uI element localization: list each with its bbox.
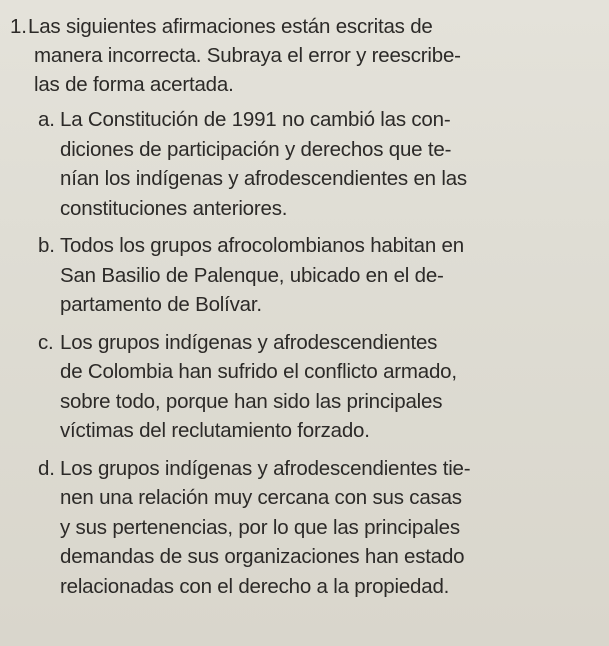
statement-line: nen una relación muy cercana con sus casas xyxy=(60,486,462,509)
statement-a xyxy=(38,105,599,223)
statement-line: b. Todos los grupos afrocolombianos habitan en xyxy=(38,231,599,261)
statement-list xyxy=(10,105,599,601)
exercise-instruction xyxy=(10,12,599,99)
statement-d xyxy=(38,454,599,602)
statement-line: demandas de sus organizaciones han estado xyxy=(60,545,465,568)
statement-line: a. La Constitución de 1991 no cambió las con- xyxy=(38,105,599,135)
statement-line: víctimas del reclutamiento forzado. xyxy=(60,419,370,442)
instruction-line: manera incorrecta. Subraya el error y reescribe- xyxy=(34,44,461,67)
exercise-number: 1. xyxy=(10,15,27,38)
statement-line: San Basilio de Palenque, ubicado en el de- xyxy=(60,263,444,287)
statement-letter: c. xyxy=(38,330,54,354)
statement-letter: d. xyxy=(38,456,55,480)
statement-line: d. Los grupos indígenas y afrodescendientes tie- xyxy=(38,454,599,484)
statement-line: de Colombia han sufrido el conflicto armado, xyxy=(60,360,457,383)
statement-line: c. Los grupos indígenas y afrodescendientes xyxy=(38,328,599,358)
statement-letter: a. xyxy=(38,108,55,131)
statement-b xyxy=(38,231,599,320)
statement-line: constituciones anteriores. xyxy=(60,196,288,220)
statement-letter: b. xyxy=(38,234,55,257)
statement-line: diciones de participación y derechos que te- xyxy=(60,137,452,161)
statement-line: partamento de Bolívar. xyxy=(60,293,262,316)
instruction-line: las de forma acertada. xyxy=(34,73,234,96)
statement-line: y sus pertenencias, por lo que las principales xyxy=(60,515,460,539)
statement-line: nían los indígenas y afrodescendientes en las xyxy=(60,167,467,190)
statement-line: relacionadas con el derecho a la propiedad. xyxy=(60,574,450,598)
statement-line: sobre todo, porque han sido las principales xyxy=(60,389,443,413)
statement-c xyxy=(38,328,599,446)
instruction-line: 1.Las siguientes afirmaciones están escritas de xyxy=(10,12,599,41)
